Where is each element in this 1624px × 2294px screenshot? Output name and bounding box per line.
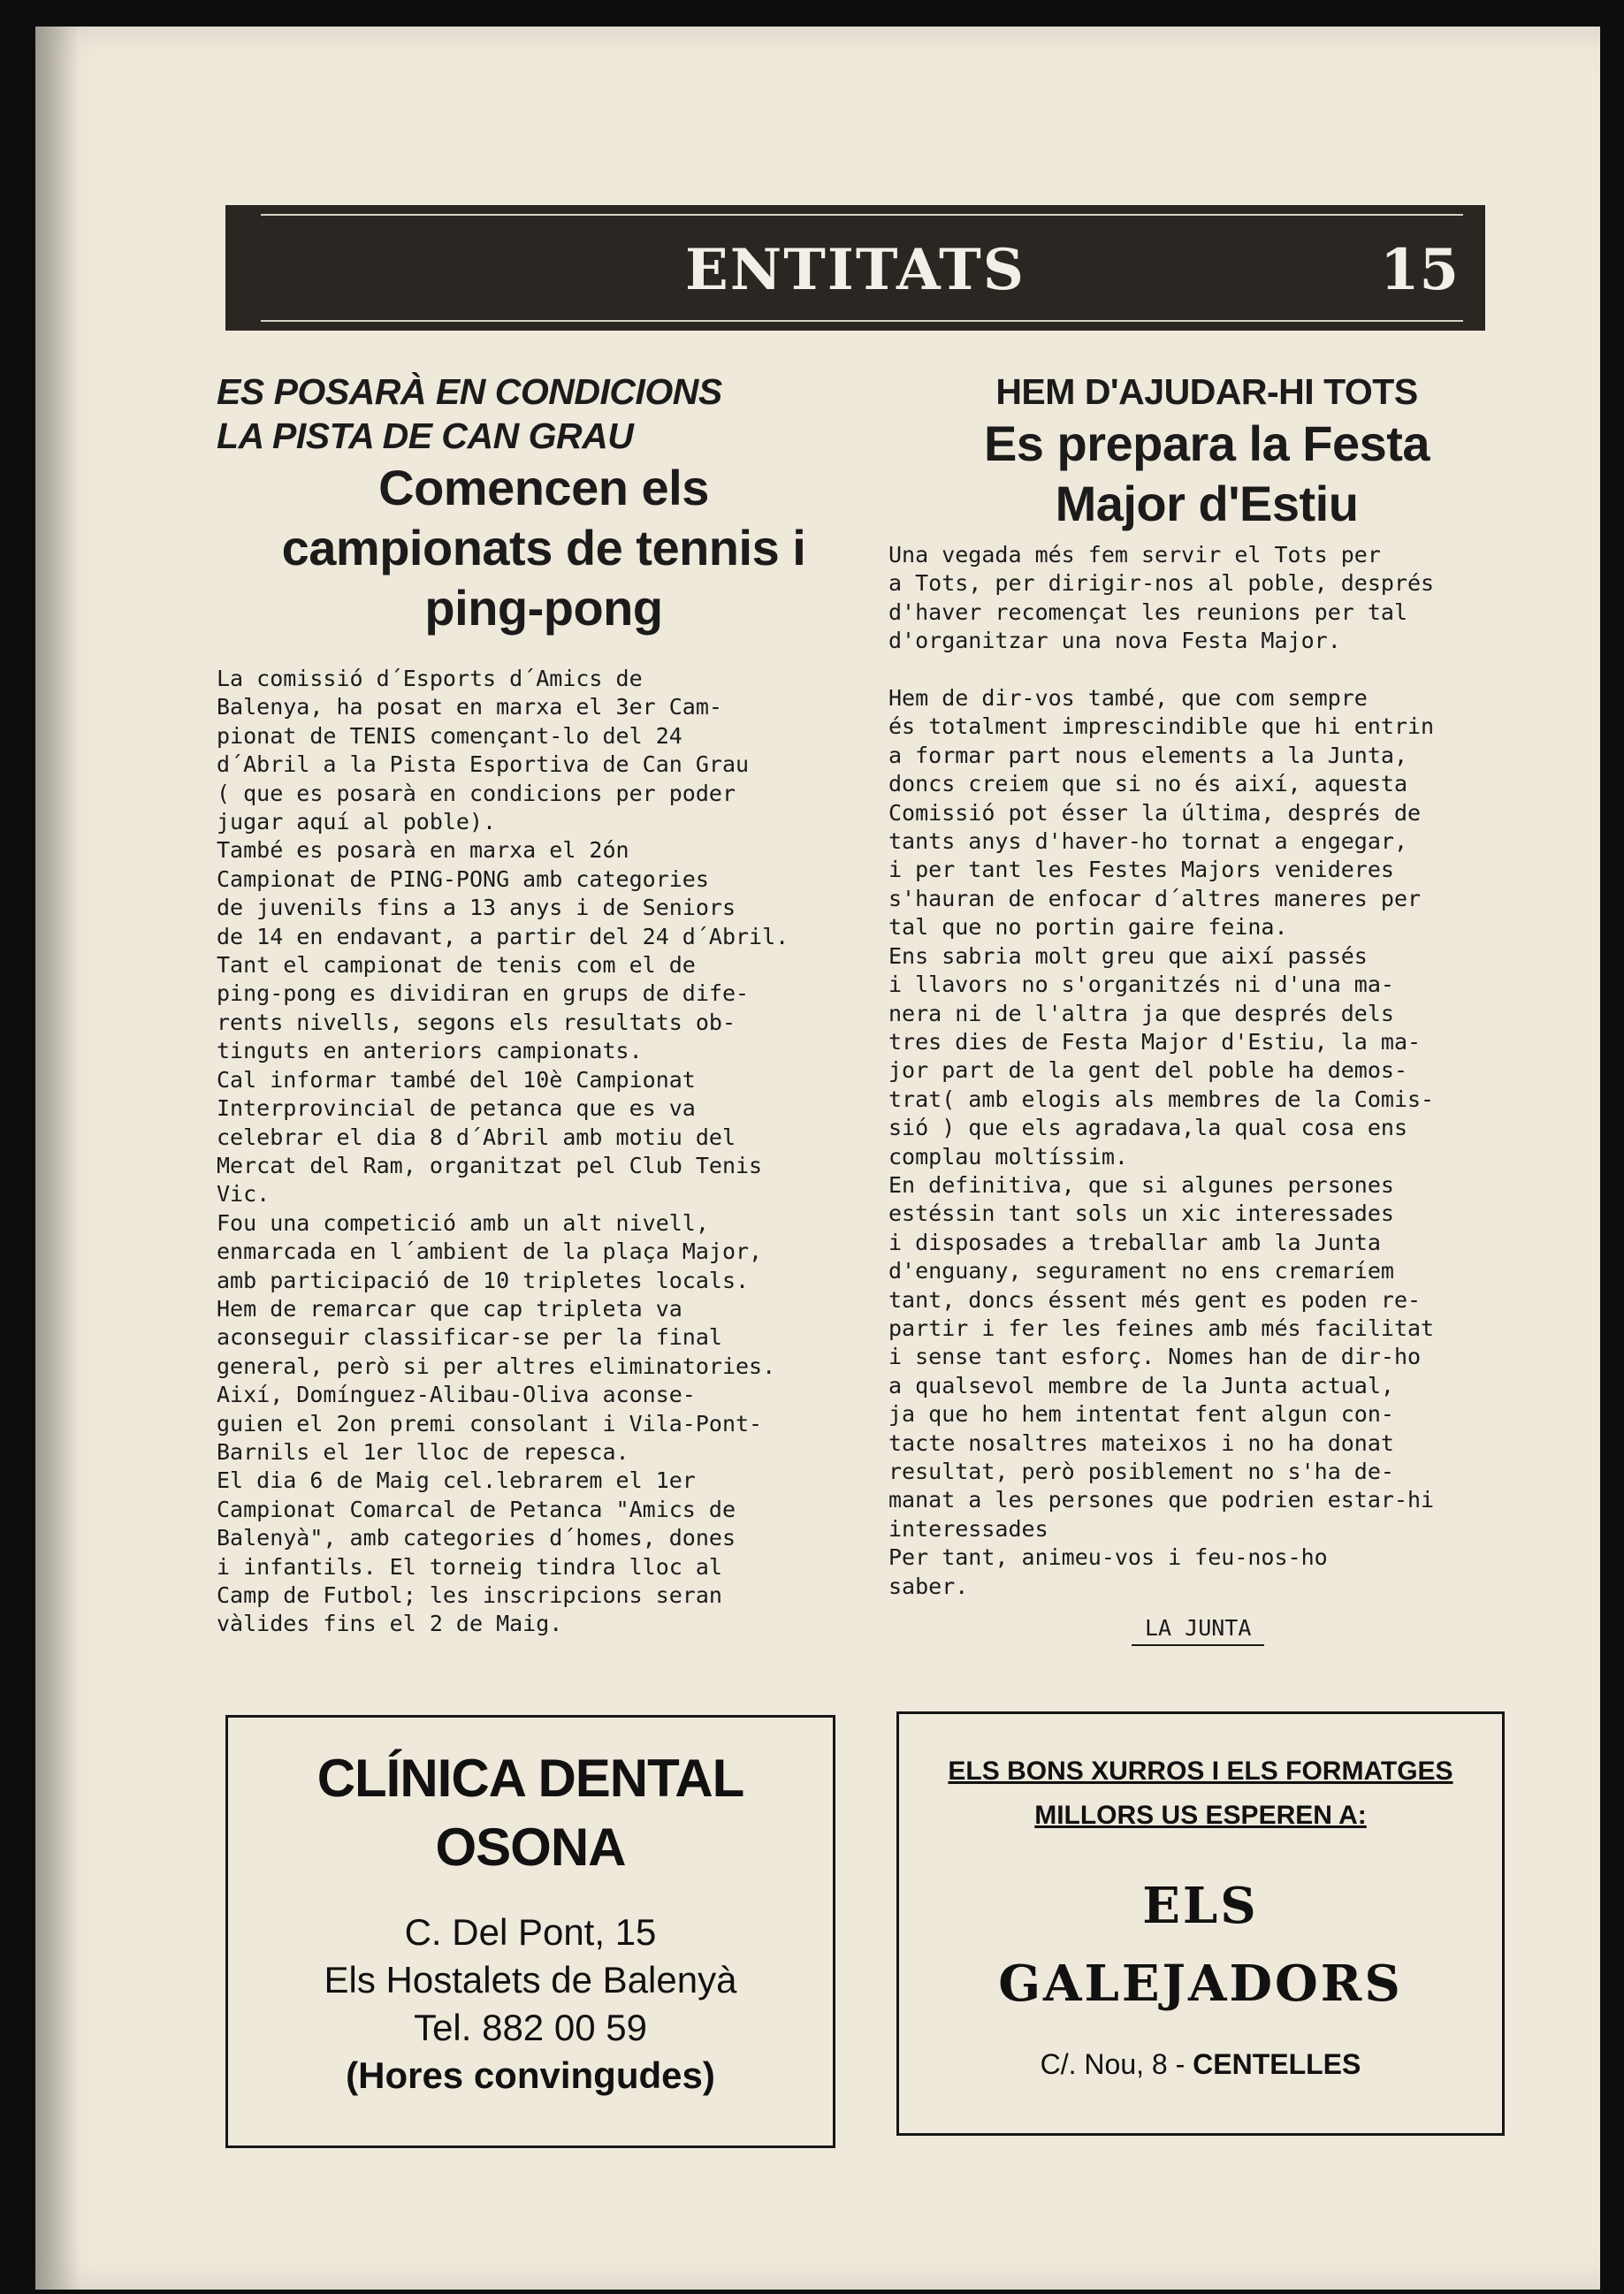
xurros-address — [899, 2048, 1502, 2081]
xurros-name-line-2: GALEJADORS — [998, 1955, 1403, 2013]
xurros-address-town: CENTELLES — [1193, 2048, 1361, 2080]
festa-article-body: Una vegada més fem servir el Tots per a Tots, per dirigir-nos al poble, després d'haver recomençat les reunions per tal d'organitzar una nova Festa Major. Hem de dir-vos també, que com sempre és totalment imprescindible que hi entrin a formar part nous elements a la Junta, doncs creiem que si no és així, aquesta Comissió pot ésser la última, després de tants anys d'haver-ho tornat a engegar, i per tant les Festes Majors venideres s'hauran de enfocar d´altres maneres per tal que no portin gaire feina. Ens sabria molt greu que així passés i llavors no s'organitzés ni d'una ma- nera ni de l'altra ja que després dels tres dies de Festa Major d'Estiu, la ma- jor part de la gent del poble ha demos- trat( amb elogis als membres de la Comis- sió ) que els agradava,la qual cosa ens complau moltíssim. En definitiva, que si algunes persones estéssin tant sols un xic interessades i disposades a treballar amb la Junta d'enguany, segurament no ens cremaríem tant, doncs éssent més gent es poden re- partir i fer les feines amb més facilitat i sense tant esforç. Nomes han de dir-ho a qualsevol membre de la Junta actual, ja que ho hem intentat fent algun con- tacte nosaltres mateixos i no ha donat resultat, però posiblement no s'ha de- manat a les persones que podrien estar-hi interessades Per tant, animeu-vos i feu-nos-ho saber. — [888, 542, 1435, 1599]
dental-phone: Tel. 882 00 59 — [414, 2007, 647, 2048]
dental-name-line-1: CLÍNICA DENTAL — [316, 1749, 744, 1808]
dental-address-street: C. Del Pont, 15 — [404, 1911, 657, 1953]
header-rule-bottom — [261, 320, 1463, 322]
dental-address-town: Els Hostalets de Balenyà — [324, 1959, 737, 2001]
magazine-page — [35, 27, 1600, 2290]
section-header — [225, 205, 1485, 331]
xurros-address-street: C/. Nou, 8 - — [1040, 2048, 1193, 2080]
tennis-headline-line-3: ping-pong — [424, 580, 663, 636]
xurros-name-line-1: ELS — [1142, 1877, 1259, 1935]
festa-kicker: HEM D'AJUDAR-HI TOTS — [995, 371, 1418, 412]
tennis-kicker-line-2: LA PISTA DE CAN GRAU — [217, 415, 634, 456]
tennis-headline-line-2: campionats de tennis i — [281, 520, 806, 575]
tennis-headline-line-1: Comencen els — [378, 460, 709, 515]
tennis-article-body: La comissió d´Esports d´Amics de Balenya, ha posat en marxa el 3er Cam- pionat de TENIS començant-lo del 24 d´Abril a la Pista Esportiva de Can Grau ( que es posarà en condicions per poder jugar aquí al poble). També es posarà en marxa el 2ón Campionat de PING-PONG amb categories de juvenils fins a 13 anys i de Seniors de 14 en endavant, a partir del 24 d´Abril. Tant el campionat de tenis com el de ping-pong es dividiran en grups de dife- rents nivells, segons els resultats ob- tinguts en anteriors campionats. Cal informar també del 10è Campionat Interprovincial de petanca que es va celebrar el dia 8 d´Abril amb motiu del Mercat del Ram, organitzat pel Club Tenis Vic. Fou una competició amb un alt nivell, enmarcada en l´ambient de la plaça Major, amb participació de 10 tripletes locals. Hem de remarcar que cap tripleta va aconseguir classificar-se per la final general, però si per altres eliminatories. Així, Domínguez-Alibau-Oliva aconse- guien el 2on premi consolant i Vila-Pont- Barnils el 1er lloc de repesca. El dia 6 de Maig cel.lebrarem el 1er Campionat Comarcal de Petanca "Amics de Balenyà", amb categories d´homes, dones i infantils. El torneig tindra lloc al Camp de Futbol; les inscripcions seran vàlides fins el 2 de Maig. — [217, 666, 789, 1637]
festa-article — [888, 370, 1525, 1646]
xurros-tagline-line-1: ELS BONS XURROS I ELS FORMATGES — [948, 1757, 1453, 1786]
tennis-kicker-line-1: ES POSARÀ EN CONDICIONS — [217, 371, 722, 412]
dental-hours: (Hores convingudes) — [346, 2054, 715, 2096]
dental-clinic-ad — [225, 1715, 835, 2148]
section-title: ENTITATS — [685, 237, 1025, 303]
dental-name-line-2: OSONA — [435, 1818, 626, 1877]
xurros-ad — [896, 1711, 1505, 2136]
article-signature: LA JUNTA — [1132, 1615, 1264, 1646]
tennis-article — [217, 370, 871, 1639]
xurros-tagline-line-2: MILLORS US ESPEREN A: — [1034, 1801, 1367, 1830]
festa-headline-line-2: Major d'Estiu — [1055, 476, 1359, 531]
spine-shadow — [35, 27, 80, 2290]
festa-headline-line-1: Es prepara la Festa — [983, 415, 1430, 471]
page-number: 15 — [1379, 237, 1459, 303]
header-rule-top — [261, 214, 1463, 216]
